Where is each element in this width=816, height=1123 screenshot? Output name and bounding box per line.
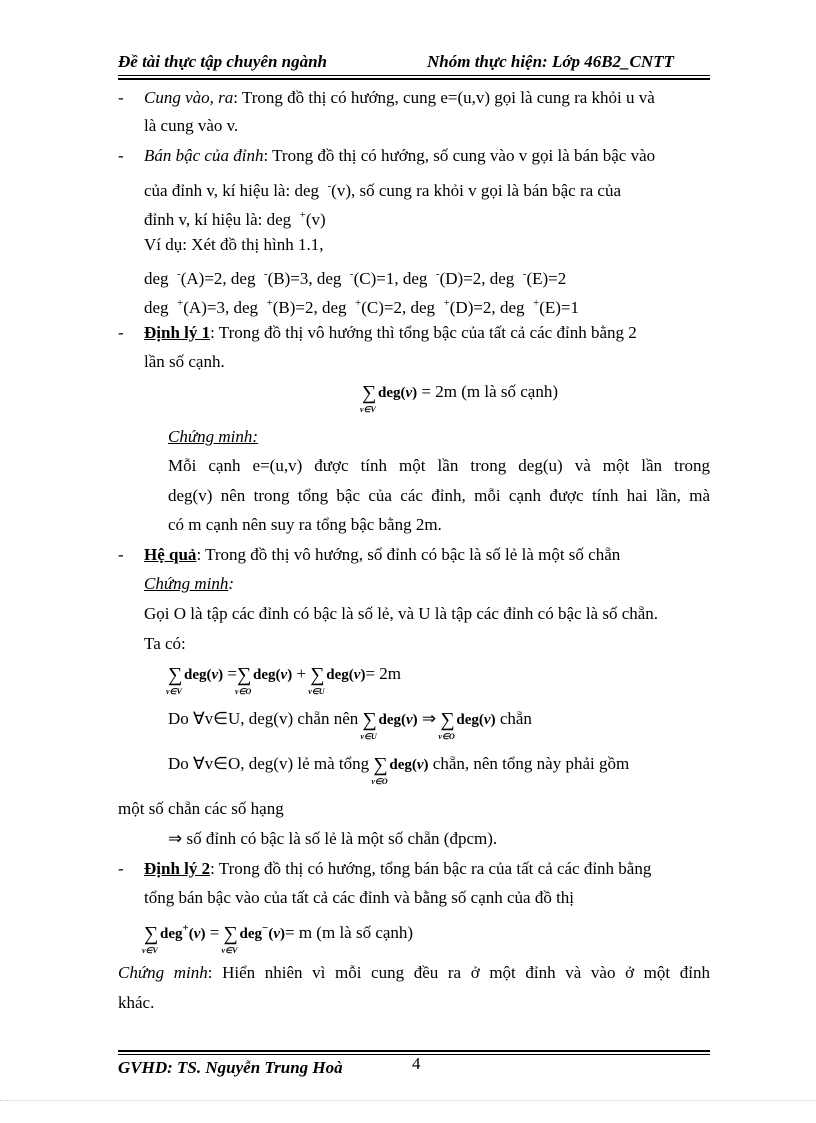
bullet-dash: - (118, 146, 124, 165)
conclusion-line: ⇒ số đỉnh có bậc là số lẻ là một số chẵn (đpcm). (168, 829, 498, 848)
item2-term: Bán bậc của đỉnh (144, 146, 264, 165)
corollary-line: Hệ quả: Trong đồ thị vô hướng, số đỉnh có bậc là số lẻ là một số chẵn (144, 545, 621, 564)
item1-term: Cung vào, ra (144, 88, 234, 107)
bullet-dash: - (118, 88, 124, 107)
item2-line1: Bán bậc của đỉnh: Trong đồ thị có hướng, số cung vào v gọi là bán bậc vào (144, 146, 656, 165)
example-line: Ví dụ: Xét đồ thị hình 1.1, (144, 235, 324, 254)
theorem2-proof-line1: Chứng minh: Hiển nhiên vì mỗi cung đều ra ở một đỉnh và vào ở một đỉnh (118, 963, 710, 982)
item1-line2: là cung vào v. (144, 116, 239, 135)
corollary-proof-label: Chứng minh: (144, 574, 235, 593)
item2-line3: đỉnh v, kí hiệu là: deg +(v) (144, 209, 326, 229)
do-line3: một số chẵn các số hạng (118, 799, 284, 818)
corollary-label: Hệ quả (144, 545, 197, 564)
bullet-dash: - (118, 323, 124, 342)
deg-minus-line: deg -(A)=2, deg -(B)=3, deg -(C)=1, deg -(D)=2, deg -(E)=2 (144, 268, 567, 288)
sum-equation: ∑ v∈V deg(v) =∑ v∈O deg(v) + ∑ v∈U deg(v)= 2m (166, 664, 402, 696)
theorem1-label: Định lý 1 (144, 323, 211, 342)
item1-line1: Cung vào, ra: Trong đồ thị có hướng, cung e=(u,v) gọi là cung ra khỏi u và (144, 88, 655, 107)
do-line2: Do ∀v∈O, deg(v) lẻ mà tổng ∑ v∈O deg(v) chẵn, nên tổng này phải gồm (168, 754, 630, 786)
corollary-p2: Ta có: (144, 634, 186, 653)
theorem2-line1: Định lý 2: Trong đồ thị có hướng, tổng bán bậc ra của tất cả các đỉnh bằng (144, 859, 652, 878)
theorem2-proof-line2: khác. (118, 993, 155, 1012)
theorem1-line2: lần số cạnh. (144, 352, 225, 371)
proof-label: Chứng minh: (168, 427, 259, 446)
footer-supervisor: GVHD: TS. Nguyễn Trung Hoà (118, 1058, 343, 1077)
theorem1-line1: Định lý 1: Trong đồ thị vô hướng thì tổng bậc của tất cả các đỉnh bằng 2 (144, 323, 637, 342)
header-left: Đề tài thực tập chuyên ngành (118, 52, 328, 71)
deg-plus-line: deg +(A)=3, deg +(B)=2, deg +(C)=2, deg +(D)=2, deg +(E)=1 (144, 297, 579, 317)
sum-symbol: ∑ v∈V (360, 382, 377, 414)
bullet-dash: - (118, 859, 124, 878)
page-number: 4 (412, 1054, 421, 1073)
theorem1-formula: ∑ v∈V deg(v) = 2m (m là số cạnh) (360, 382, 559, 414)
header-rule (118, 75, 710, 76)
footer-rule-thick (118, 1050, 710, 1052)
page-edge (0, 1100, 816, 1101)
proof-line3: có m cạnh nên suy ra tổng bậc bằng 2m. (168, 515, 442, 534)
proof-line1: Mỗi cạnh e=(u,v) được tính một lần trong deg(u) và một lần trong (168, 456, 710, 475)
proof-line2: deg(v) nên trong tổng bậc của các đỉnh, mỗi cạnh được tính hai lần, mà (168, 486, 710, 505)
theorem2-formula: ∑ v∈V deg+(v) = ∑ v∈V deg−(v)= m (m là số cạnh) (142, 922, 414, 955)
header-right: Nhóm thực hiện: Lớp 46B2_CNTT (427, 52, 674, 71)
theorem2-line2: tổng bán bậc vào của tất cả các đỉnh và bằng số cạnh của đồ thị (144, 888, 575, 907)
bullet-dash: - (118, 545, 124, 564)
do-line1: Do ∀v∈U, deg(v) chẵn nên ∑ v∈U deg(v) ⇒ ∑ v∈O deg(v) chẵn (168, 709, 532, 741)
item2-line2: của đỉnh v, kí hiệu là: deg -(v), số cung ra khỏi v gọi là bán bậc ra của (144, 180, 622, 200)
theorem2-label: Định lý 2 (144, 859, 211, 878)
header-rule-thick (118, 78, 710, 80)
corollary-p1: Gọi O là tập các đỉnh có bậc là số lẻ, và U là tập các đỉnh có bậc là số chẵn. (144, 604, 659, 623)
